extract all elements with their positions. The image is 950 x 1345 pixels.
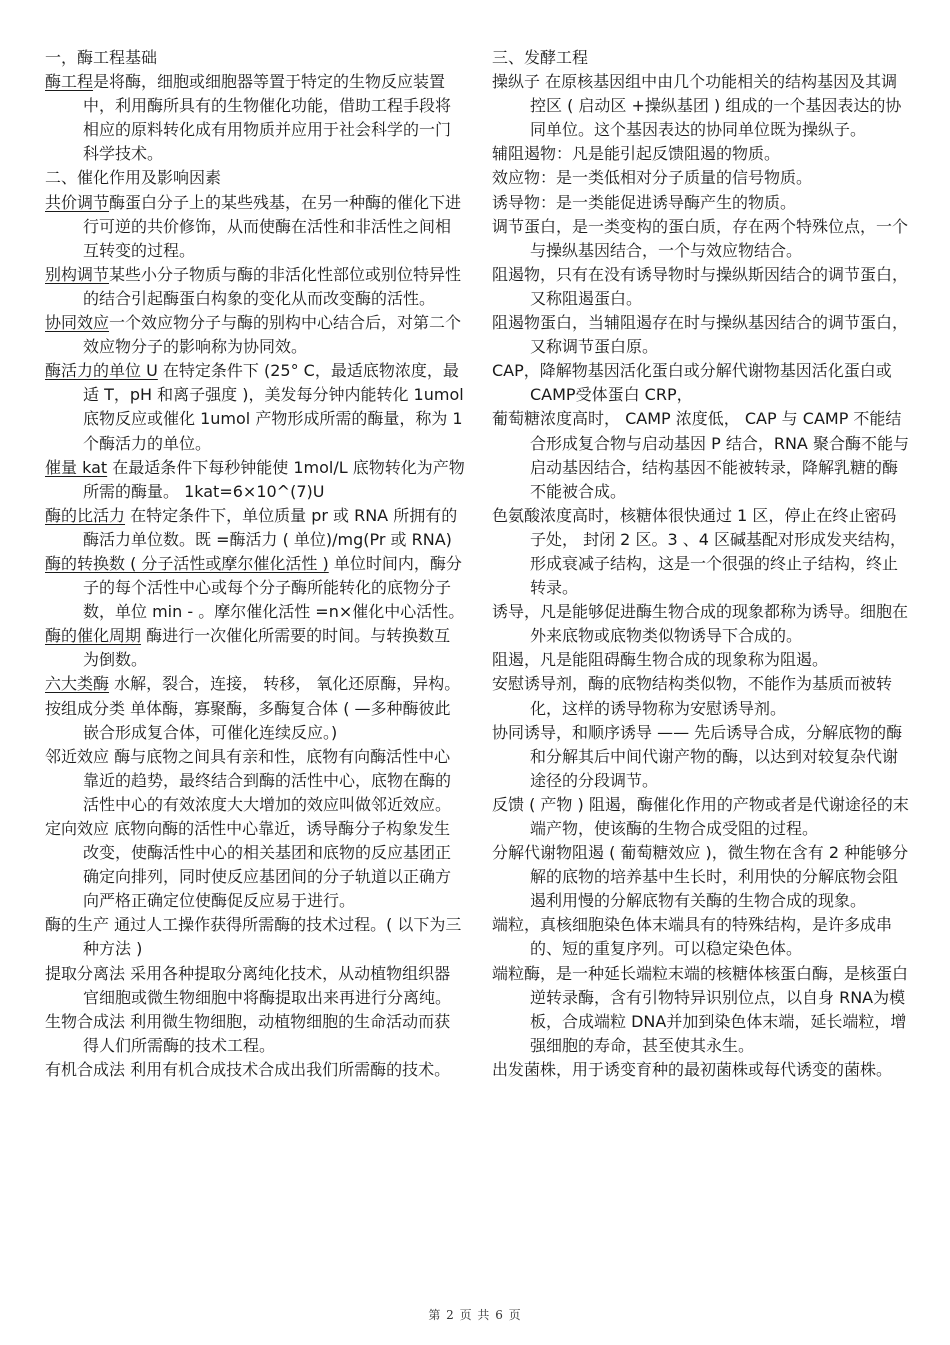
term: 协同效应 [45, 313, 110, 333]
definition-entry [45, 1058, 465, 1082]
definition-entry [45, 817, 465, 913]
definition-entry: 诱导，凡是能够促进酶生物合成的现象都称为诱导。细胞在外来底物或底物类似物诱导下合成的。 [492, 602, 909, 646]
definition: 单体酶，寡聚酶，多酶复合体 ( —多种酶彼此嵌合形成复合体，可催化连续反应。) [83, 698, 451, 742]
definition-entry: 阻遏物，只有在没有诱导物时与操纵斯因结合的调节蛋白，又称阻遏蛋白。 [492, 264, 909, 308]
term: 按组成分类 [45, 698, 126, 718]
definition-entry: 效应物：是一类低相对分子质量的信号物质。 [492, 168, 813, 188]
definition: 是将酶，细胞或细胞器等置于特定的生物反应装置中，利用酶所具有的生物催化功能，借助工程手段将相应的原料转化成有用物质并应用于社会科学的一门科学技术。 [83, 72, 452, 164]
term: 酶的生产 [45, 915, 110, 935]
term: 有机合成法 [45, 1059, 126, 1079]
term: 酶的转换数 ( 分子活性或摩尔催化活性 ) [45, 553, 329, 573]
term: 酶的比活力 [45, 505, 126, 525]
definition: 一个效应物分子与酶的别构中心结合后，对第二个效应物分子的影响称为协同效。 [83, 313, 462, 357]
definition-entry: 调节蛋白，是一类变构的蛋白质，存在两个特殊位点，一个与操纵基因结合，一个与效应物结合。 [492, 216, 909, 260]
definition-entry: 分解代谢物阻遏 ( 葡萄糖效应 )，微生物在含有 2 种能够分解的底物的培养基中生长时，利用快的分解底物会阻遏利用慢的分解底物有关酶的生物合成的现象。 [492, 843, 909, 911]
definition: 酶蛋白分子上的某些残基，在另一种酶的催化下进行可逆的共价修饰，从而使酶在活性和非活性之间相互转变的过程。 [83, 192, 462, 260]
definition-entry [45, 1010, 465, 1058]
section-heading-2: 二、催化作用及影响因素 [45, 168, 222, 188]
definition: 酶进行一次催化所需要的时间。与转换数互为倒数。 [83, 626, 451, 670]
definition-entry: 安慰诱导剂，酶的底物结构类似物，不能作为基质而被转化，这样的诱导物称为安慰诱导剂。 [492, 674, 893, 718]
left-column [45, 46, 465, 1082]
definition-entry: 端粒，真核细胞染色体末端具有的特殊结构，是许多成串的、短的重复序列。可以稳定染色体。 [492, 915, 893, 959]
term: 酶工程 [45, 72, 94, 92]
definition: 在特定条件下 (25° C，最适底物浓度，最适 T，pH 和离子强度 )，美发每分钟内能转化 1umol 底物反应或催化 1umol 产物形成所需的酶量，称为 1 个酶活力的单位。 [83, 361, 464, 453]
definition-entry: 出发菌株，用于诱变育种的最初菌株或每代诱变的菌株。 [492, 1059, 893, 1079]
section-heading-3: 三、发酵工程 [492, 48, 589, 67]
definition-entry: CAP，降解物基因活化蛋白或分解代谢物基因活化蛋白或 CAMP受体蛋白 CRP， [492, 361, 892, 405]
term: 酶的催化周期 [45, 626, 142, 646]
definition-entry [45, 624, 465, 672]
definition: 某些小分子物质与酶的非活化性部位或别位特异性的结合引起酶蛋白构象的变化从而改变酶的活性。 [83, 264, 462, 308]
definition-entry [45, 672, 465, 696]
definition-entry: 葡萄糖浓度高时， CAMP 浓度低， CAP 与 CAMP 不能结合形成复合物与启动基因 P 结合，RNA 聚合酶不能与启动基因结合，结构基因不能被转录，降解乳糖的酶不能被合成。 [492, 409, 909, 501]
term: 邻近效应 [45, 746, 110, 766]
definition-entry: 操纵子 在原核基因组中由几个功能相关的结构基因及其调控区 ( 启动区 +操纵基团 ) 组成的一个基因表达的协同单位。这个基因表达的协同单位既为操纵子。 [492, 72, 902, 140]
definition-entry: 反馈 ( 产物 ) 阻遏，酶催化作用的产物或者是代谢途径的末端产物，使该酶的生物合成受阻的过程。 [492, 794, 909, 838]
term: 催量 kat [45, 457, 108, 477]
term: 生物合成法 [45, 1011, 126, 1031]
term: 酶活力的单位 U [45, 361, 158, 381]
definition: 在最适条件下每秒钟能使 1mol/L 底物转化为产物所需的酶量。 1kat=6×10^(7)U [83, 457, 465, 501]
definition: 通过人工操作获得所需酶的技术过程。( 以下为三种方法 ) [83, 915, 462, 959]
definition-entry [45, 263, 465, 311]
definition: 在特定条件下，单位质量 pr 或 RNA 所拥有的酶活力单位数。既 =酶活力 ( 单位)/mg(Pr 或 RNA) [83, 505, 458, 549]
definition: 底物向酶的活性中心靠近，诱导酶分子构象发生改变，使酶活性中心的相关基团和底物的反应基团正确定向排列，同时使反应基团间的分子轨道以正确方向严格正确定位使酶促反应易于进行。 [83, 819, 452, 911]
definition: 酶与底物之间具有亲和性，底物有向酶活性中心靠近的趋势，最终结合到酶的活性中心，底物在酶的活性中心的有效浓度大大增加的效应叫做邻近效应。 [83, 746, 452, 814]
definition-entry [45, 504, 465, 552]
definition-entry: 色氨酸浓度高时，核糖体很快通过 1 区，停止在终止密码子处， 封闭 2 区。3 、4 区碱基配对形成发夹结构，形成衰减子结构，这是一个很强的终止子结构，终止转录。 [492, 505, 906, 598]
definition-entry: 诱导物：是一类能促进诱导酶产生的物质。 [492, 192, 797, 212]
term: 提取分离法 [45, 963, 126, 983]
definition-entry [45, 962, 465, 1010]
right-column [492, 46, 910, 1082]
term: 定向效应 [45, 819, 110, 838]
definition-entry [45, 311, 465, 359]
definition-entry [45, 191, 465, 263]
definition-entry [45, 552, 465, 624]
definition-entry [45, 70, 465, 166]
section-heading-1: 一，酶工程基础 [45, 48, 158, 67]
definition-entry [45, 456, 465, 504]
definition-entry: 阻遏，凡是能阻碍酶生物合成的现象称为阻遏。 [492, 650, 829, 670]
definition-entry [45, 359, 465, 455]
definition-entry: 辅阻遏物：凡是能引起反馈阻遏的物质。 [492, 144, 781, 164]
definition-entry [45, 913, 465, 961]
page-number-footer: 第 2 页 共 6 页 [428, 1308, 522, 1322]
definition: 水解，裂合，连接， 转移， 氧化还原酶，异构。 [109, 674, 461, 694]
term: 共价调节 [45, 192, 110, 212]
definition-entry: 协同诱导，和顺序诱导 —— 先后诱导合成，分解底物的酶和分解其后中间代谢产物的酶，以达到对较复杂代谢途径的分段调节。 [492, 722, 903, 790]
definition: 采用各种提取分离纯化技术，从动植物组织器官细胞或微生物细胞中将酶提取出来再进行分离纯。 [83, 963, 452, 1007]
definition: 单位时间内，酶分子的每个活性中心或每个分子酶所能转化的底物分子数，单位 min - 。摩尔催化活性 =n×催化中心活性。 [83, 553, 465, 622]
definition: 利用微生物细胞，动植物细胞的生命活动而获得人们所需酶的技术工程。 [83, 1011, 451, 1055]
term: 六大类酶 [45, 674, 110, 694]
definition: 利用有机合成技术合成出我们所需酶的技术。 [125, 1059, 451, 1079]
definition-entry [45, 745, 465, 817]
definition-entry: 端粒酶，是一种延长端粒末端的核糖体核蛋白酶，是核蛋白逆转录酶，含有引物特异识别位点，以自身 RNA为模板，合成端粒 DNA并加到染色体末端，延长端粒，增强细胞的寿命，甚至使其永生。 [492, 963, 909, 1055]
definition-entry: 阻遏物蛋白，当辅阻遏存在时与操纵基因结合的调节蛋白，又称调节蛋白原。 [492, 313, 909, 357]
term: 别构调节 [45, 264, 110, 284]
definition-entry [45, 697, 465, 745]
